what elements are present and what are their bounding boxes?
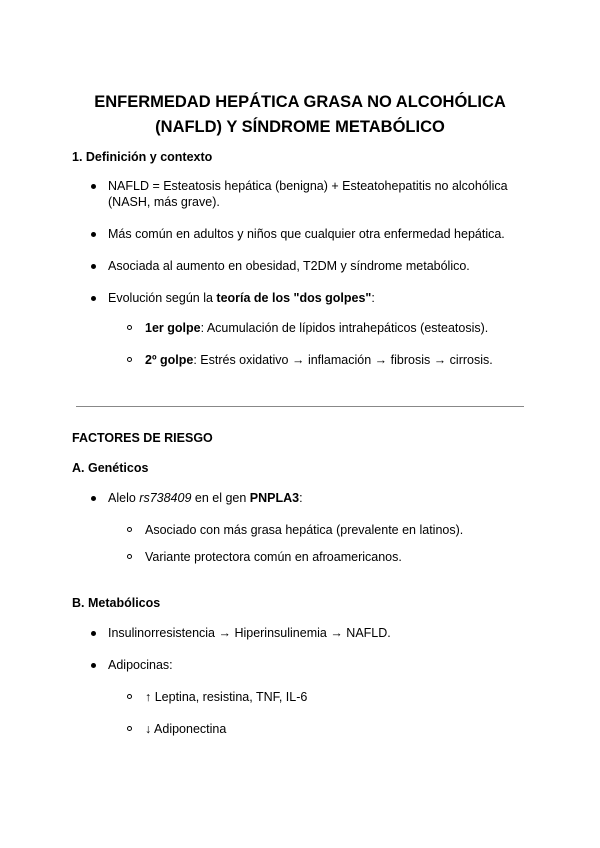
list-item: NAFLD = Esteatosis hepática (benigna) + Esteatohepatitis no alcohólica (NASH, más grave). <box>108 179 508 209</box>
bullet-icon <box>91 663 96 668</box>
sub-list-item: ↓ Adiponectina <box>145 722 227 736</box>
page-title <box>60 90 540 140</box>
section-heading-factores: FACTORES DE RIESGO <box>72 431 213 445</box>
sub-bullet-icon <box>127 554 132 559</box>
section-heading-definicion: 1. Definición y contexto <box>72 150 213 164</box>
bullet-icon <box>91 296 96 301</box>
sub-bullet-icon <box>127 357 132 362</box>
list-item-evolucion: Evolución según la teoría de los "dos golpes": <box>108 291 375 305</box>
bullet-icon <box>91 631 96 636</box>
sub-list-item: 2º golpe: Estrés oxidativo → inflamación → fibrosis → cirrosis. <box>145 353 493 367</box>
divider <box>76 406 524 407</box>
bullet-icon <box>91 496 96 501</box>
sub-bullet-icon <box>127 527 132 532</box>
subsection-heading-metabolicos: B. Metabólicos <box>72 596 161 610</box>
bullet-icon <box>91 264 96 269</box>
list-item: Adipocinas: <box>108 658 173 672</box>
title-line-2: (NAFLD) Y SÍNDROME METABÓLICO <box>155 118 445 136</box>
sub-list-item: Variante protectora común en afroamericanos. <box>145 550 402 564</box>
subsection-heading-geneticos: A. Genéticos <box>72 461 149 475</box>
list-item: Más común en adultos y niños que cualquier otra enfermedad hepática. <box>108 227 505 241</box>
bullet-icon <box>91 184 96 189</box>
sub-bullet-icon <box>127 726 132 731</box>
title-line-1: ENFERMEDAD HEPÁTICA GRASA NO ALCOHÓLICA <box>94 93 506 111</box>
sub-bullet-icon <box>127 694 132 699</box>
list-item: Asociada al aumento en obesidad, T2DM y síndrome metabólico. <box>108 259 470 273</box>
sub-list-item: 1er golpe: Acumulación de lípidos intrahepáticos (esteatosis). <box>145 321 489 335</box>
sub-bullet-icon <box>127 325 132 330</box>
sub-list-item: ↑ Leptina, resistina, TNF, IL-6 <box>145 690 308 704</box>
sub-list-item: Asociado con más grasa hepática (prevalente en latinos). <box>145 523 464 537</box>
bullet-icon <box>91 232 96 237</box>
list-item-alelo: Alelo rs738409 en el gen PNPLA3: <box>108 491 303 505</box>
list-item: Insulinorresistencia → Hiperinsulinemia → NAFLD. <box>108 626 391 640</box>
